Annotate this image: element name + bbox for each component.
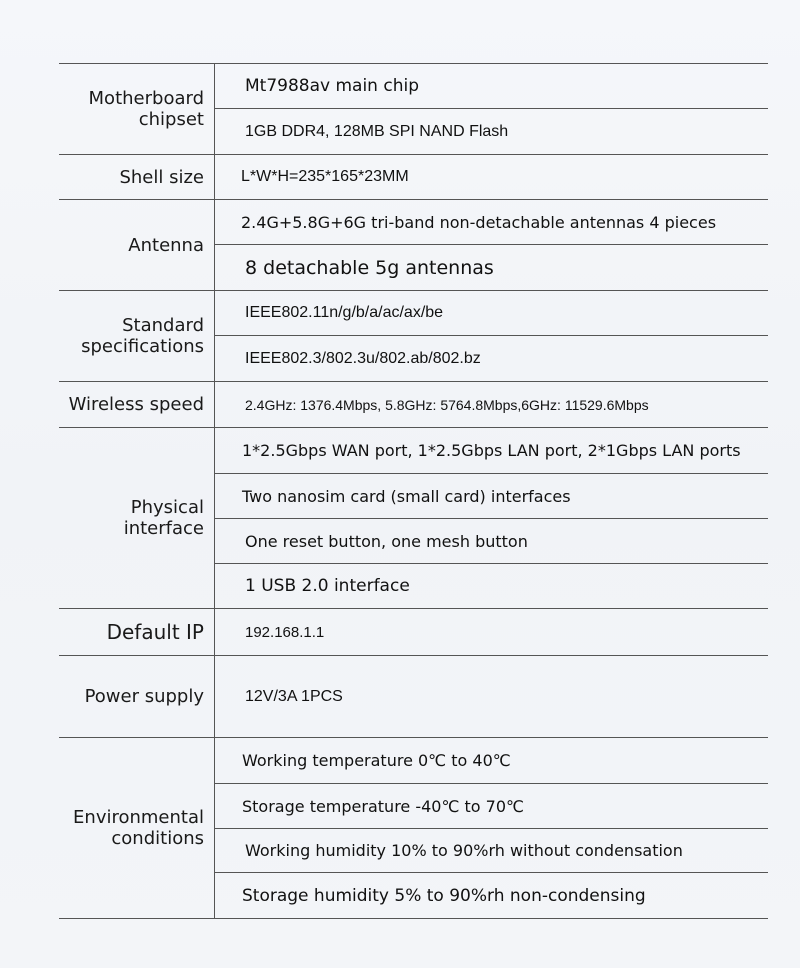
spec-value-dimensions: L*W*H=235*165*23MM: [241, 168, 409, 185]
spec-label-shell: Shell size: [119, 166, 204, 188]
spec-label-motherboard: Motherboard chipset: [88, 88, 204, 130]
spec-label-antenna: Antenna: [128, 234, 204, 256]
spec-values: [215, 64, 768, 154]
spec-group-power: [59, 656, 768, 738]
spec-value-working-temperature: Working temperature 0℃ to 40℃: [242, 751, 511, 770]
spec-label-cell: [59, 382, 215, 427]
spec-values: [215, 428, 768, 608]
spec-value-sim-slots: Two nanosim card (small card) interfaces: [215, 473, 768, 518]
spec-value-wifi-standards: IEEE802.11n/g/b/a/ac/ax/be: [245, 304, 444, 321]
spec-value-buttons: One reset button, one mesh button: [215, 518, 768, 563]
spec-value-usb: 1 USB 2.0 interface: [215, 563, 768, 608]
spec-group-default-ip: [59, 609, 768, 656]
spec-label-cell: [59, 738, 215, 918]
spec-values: [215, 291, 768, 381]
spec-label-cell: [59, 291, 215, 381]
spec-values: [215, 738, 768, 918]
spec-label-wireless: Wireless speed: [68, 394, 204, 415]
spec-group-shell: [59, 155, 768, 200]
spec-value-fixed-antennas: 2.4G+5.8G+6G tri-band non-detachable antennas 4 pieces: [241, 212, 717, 232]
spec-label-environment: Environmental conditions: [73, 807, 204, 849]
spec-label-physical: Physical interface: [123, 497, 204, 539]
spec-label-cell: [59, 155, 215, 199]
spec-values: [215, 382, 768, 427]
spec-group-wireless: [59, 382, 768, 428]
spec-values: [215, 609, 768, 655]
spec-group-antenna: [59, 200, 768, 291]
spec-group-environment: [59, 738, 768, 919]
spec-values: [215, 200, 768, 290]
spec-values: [215, 155, 768, 199]
spec-table: [59, 63, 768, 919]
spec-value-working-humidity: Working humidity 10% to 90%rh without condensation: [215, 828, 768, 872]
spec-group-motherboard: [59, 64, 768, 155]
spec-label-cell: [59, 609, 215, 655]
spec-label-cell: [59, 428, 215, 608]
spec-value-wireless-speeds: 2.4GHz: 1376.4Mbps, 5.8GHz: 5764.8Mbps,6GHz: 11529.6Mbps: [245, 396, 649, 413]
spec-group-physical: [59, 428, 768, 609]
spec-label-cell: [59, 656, 215, 737]
spec-label-cell: [59, 200, 215, 290]
spec-label-cell: [59, 64, 215, 154]
spec-value-detachable-antennas: 8 detachable 5g antennas: [215, 244, 768, 290]
spec-value-ip-address: 192.168.1.1: [245, 623, 325, 641]
spec-label-standard: Standard specifications: [81, 315, 204, 357]
spec-value-storage-humidity: Storage humidity 5% to 90%rh non-condensing: [215, 872, 768, 918]
spec-label-default-ip: Default IP: [106, 619, 204, 644]
spec-value-power-adapter: 12V/3A 1PCS: [245, 687, 343, 705]
spec-label-power: Power supply: [84, 686, 204, 707]
spec-value-memory: 1GB DDR4, 128MB SPI NAND Flash: [215, 108, 768, 154]
spec-value-main-chip: Mt7988av main chip: [245, 76, 419, 96]
spec-value-ethernet-standards: IEEE802.3/802.3u/802.ab/802.bz: [215, 335, 768, 381]
spec-values: [215, 656, 768, 737]
spec-value-ports: 1*2.5Gbps WAN port, 1*2.5Gbps LAN port, 2*1Gbps LAN ports: [242, 441, 741, 460]
spec-group-standard: [59, 291, 768, 382]
spec-value-storage-temperature: Storage temperature -40℃ to 70℃: [215, 783, 768, 828]
